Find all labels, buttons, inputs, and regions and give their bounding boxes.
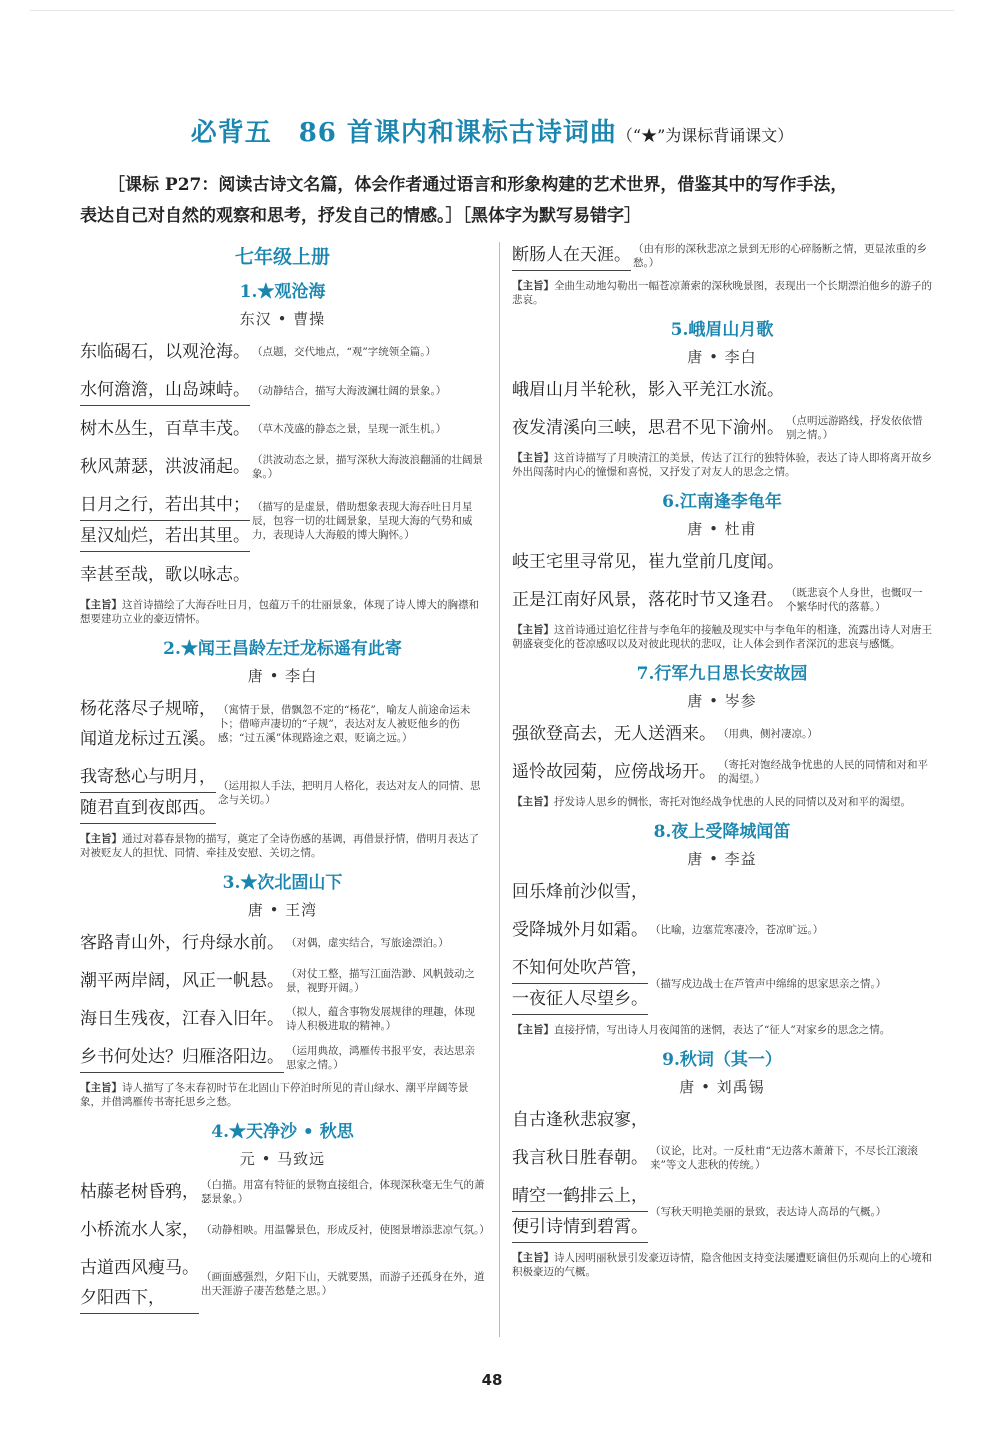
annotation: （由有形的深秋悲凉之景到无形的心碎肠断之情，更显浓重的乡愁。）: [633, 242, 927, 269]
poem-2: [80, 634, 485, 860]
annotation: （对偶，虚实结合，写旅途漂泊。）: [286, 937, 449, 949]
theme-text: 全曲生动地勾勒出一幅苍凉萧索的深秋晚景图，表现出一个长期漂泊他乡的游子的悲哀。: [512, 280, 932, 306]
poem-8: [512, 817, 932, 1037]
annotation: （洪波动态之景，描写深秋大海波浪翻涌的壮阔景象。）: [252, 454, 483, 480]
verse-row: [512, 719, 932, 749]
theme-label: 【主旨】: [512, 624, 554, 636]
poem-4-continued: [512, 240, 932, 307]
verse-row: [80, 490, 485, 552]
theme-text: 直接抒情，写出诗人月夜闻笛的迷惘，表达了“征人”对家乡的思念之情。: [554, 1024, 891, 1036]
theme-text: 诗人因明丽秋景引发豪迈诗情，隐含他因支持变法屡遭贬谪但仍乐观向上的心境和积极豪迈的气概。: [512, 1252, 932, 1278]
poem-1: [80, 277, 485, 626]
poem-9: [512, 1045, 932, 1279]
poem-theme: [512, 1023, 932, 1037]
poem-author: 唐 • 岑参: [687, 692, 757, 710]
annotation: （描写戍边战士在芦管声中绵绵的思家思亲之情。）: [650, 978, 887, 990]
verse-row: [80, 1177, 485, 1207]
page-title-note: （“★”为课标背诵课文）: [616, 126, 794, 145]
theme-label: 【主旨】: [80, 1082, 122, 1094]
annotation: （描写的是虚景，借助想象表现大海吞吐日月星辰，包容一切的壮阔景象，呈现大海的气势和威力，表现诗人大海般的博大胸怀。）: [252, 501, 473, 541]
right-column: [512, 236, 932, 1287]
verse-row: [80, 762, 485, 824]
annotation: （动静结合，描写大海波澜壮阔的景象。）: [252, 384, 447, 397]
grade-heading: 七年级上册: [234, 246, 330, 268]
verse-line: 随君直到夜郎西。: [80, 793, 216, 824]
poem-author: 唐 • 王湾: [247, 901, 318, 919]
theme-label: 【主旨】: [80, 833, 122, 845]
poem-title: 1.★观沧海: [239, 282, 326, 302]
intro: [80, 170, 940, 232]
verse-line: 强欲登高去，无人送酒来。: [512, 724, 716, 744]
verse-line: 闻道龙标过五溪。: [80, 729, 216, 749]
verse-row: [512, 757, 932, 787]
verse-line: 树木丛生，百草丰茂。: [80, 419, 250, 439]
verse-line: 幸甚至哉，歌以咏志。: [80, 565, 250, 585]
verse-line: 我言秋日胜春朝。: [512, 1148, 648, 1168]
poem-title: 5.峨眉山月歌: [670, 320, 774, 340]
verse-line: 正是江南好风景，落花时节又逢君。: [512, 590, 784, 610]
verse-line: 日月之行，若出其中；: [80, 490, 250, 521]
poem-title: 9.秋词（其一）: [662, 1050, 782, 1070]
poem-title: 2.★闻王昌龄左迁龙标遥有此寄: [163, 639, 402, 659]
verse-line: 古道西风瘦马。: [80, 1258, 199, 1278]
poem-title: 6.江南逢李龟年: [662, 492, 782, 512]
page-title-text: 必背五 86 首课内和课标古诗词曲: [190, 118, 617, 148]
annotation: （拟人，蕴含事物发展规律的理趣，体现诗人积极进取的精神。）: [286, 1006, 475, 1032]
verse-line: 峨眉山月半轮秋，影入平羌江水流。: [512, 380, 784, 400]
verse-row: [512, 1181, 932, 1243]
annotation: （白描。用富有特征的景物直接组合，体现深秋毫无生气的萧瑟景象。）: [201, 1179, 485, 1205]
poem-author: 东汉 • 曹操: [239, 310, 326, 328]
annotation: （画面感强烈，夕阳下山，天就要黑，而游子还孤身在外，道出天涯游子凄苦愁楚之思。）: [201, 1270, 485, 1297]
poem-title: 8.夜上受降城闻笛: [653, 822, 791, 842]
verse-row: [512, 240, 932, 271]
theme-label: 【主旨】: [80, 599, 122, 611]
verse-line: 回乐烽前沙似雪，: [512, 882, 648, 902]
theme-label: 【主旨】: [512, 1252, 554, 1264]
poem-6: [512, 487, 932, 651]
poem-theme: [512, 795, 932, 809]
theme-label: 【主旨】: [512, 280, 554, 292]
poem-theme: [512, 1251, 932, 1279]
annotation: （议论，比对。一反杜甫“无边落木萧萧下，不尽长江滚滚来”等文人悲秋的传统。）: [650, 1145, 918, 1171]
poem-title: 4.★天净沙 • 秋思: [211, 1122, 354, 1142]
verse-row: [80, 1215, 490, 1245]
theme-text: 这首诗通过追忆往昔与李龟年的接触及现实中与李龟年的相逢，流露出诗人对唐王朝盛衰变化的苍凉感叹以及对彼此现状的悲叹，让人体会到作者深沉的悲哀与感慨。: [512, 624, 932, 650]
poem-theme: [80, 1081, 485, 1109]
annotation: （既悲哀个人身世，也慨叹一个繁华时代的落幕。）: [786, 587, 923, 613]
poem-theme: [512, 279, 932, 307]
poem-title: 3.★次北固山下: [222, 873, 343, 893]
verse-row: [512, 585, 932, 615]
theme-label: 【主旨】: [512, 452, 554, 464]
verse-line: 潮平两岸阔，风正一帆悬。: [80, 971, 284, 991]
theme-text: 通过对暮春景物的描写，奠定了全诗伤感的基调，再借景抒情，借明月表达了对被贬友人的担忧、同情、牵挂及安慰、关切之情。: [80, 833, 479, 859]
verse-row: [512, 1105, 932, 1135]
annotation: （动静相映。用温馨景色，形成反衬，使图景增添悲凉气氛。）: [201, 1224, 490, 1236]
verse-line: 自古逢秋悲寂寥，: [512, 1110, 648, 1130]
verse-row: [80, 452, 485, 482]
annotation: （草木茂盛的静态之景，呈现一派生机。）: [252, 423, 447, 435]
verse-line: 客路青山外，行舟绿水前。: [80, 933, 284, 953]
verse-row: [80, 337, 485, 367]
verse-row: [512, 953, 932, 1015]
poem-author: 唐 • 杜甫: [687, 520, 757, 538]
page-number: 48: [481, 1371, 503, 1389]
intro-line-2: 表达自己对自然的观察和思考，抒发自己的情感。］［黑体字为默写易错字］: [80, 206, 641, 226]
verse-row: [80, 375, 485, 406]
verse-row: [80, 1042, 485, 1073]
verse-row: [80, 1253, 485, 1314]
theme-text: 这首诗描写了月映清江的美景，传达了江行的独特体验，表达了诗人即将离开故乡外出闯荡时内心的憧憬和喜悦，又抒发了对友人的思念之情。: [512, 452, 932, 478]
verse-row: [512, 915, 932, 945]
verse-row: [80, 414, 485, 444]
column-divider: [499, 242, 500, 1337]
annotation: （寓情于景，借飘忽不定的“杨花”，喻友人前途命运未卜；借啼声凄切的“子规”，表达对友人被贬他乡的伤感；“过五溪”体现路途之艰，贬谪之远。）: [218, 704, 471, 744]
theme-text: 抒发诗人思乡的惆怅，寄托对饱经战争忧患的人民的同情以及对和平的渴望。: [554, 796, 911, 808]
poem-author: 唐 • 李益: [687, 850, 757, 868]
verse-row: [512, 375, 932, 405]
theme-label: 【主旨】: [512, 796, 554, 808]
verse-line: 遥怜故园菊，应傍战场开。: [512, 762, 716, 782]
verse-row: [512, 413, 932, 443]
verse-row: [80, 694, 485, 754]
intro-line-1: ［课标 P27：阅读古诗文名篇，体会作者通过语言和形象构建的艺术世界，借鉴其中的写作手法，: [108, 175, 848, 195]
theme-text: 诗人描写了冬末春初时节在北固山下停泊时所见的青山绿水、潮平岸阔等景象，并借鸿雁传书寄托思乡之愁。: [80, 1082, 469, 1108]
verse-row: [80, 560, 485, 590]
verse-row: [80, 928, 485, 958]
verse-row: [80, 1004, 485, 1034]
verse-line: 乡书何处达？归雁洛阳边。: [80, 1042, 284, 1073]
poem-author: 元 • 马致远: [239, 1150, 326, 1168]
annotation: （寄托对饱经战争忧患的人民的同情和对和平的渴望。）: [718, 759, 928, 785]
verse-line: 我寄愁心与明月，: [80, 762, 216, 793]
verse-line: 一夜征人尽望乡。: [512, 984, 648, 1015]
poem-author: 唐 • 李白: [247, 667, 318, 685]
poem-title: 7.行军九日思长安故园: [636, 664, 808, 684]
poem-author: 唐 • 李白: [687, 348, 757, 366]
annotation: （比喻，边塞荒寒凄冷，苍凉旷远。）: [650, 924, 824, 936]
annotation: （点题，交代地点，“观”字统领全篇。）: [252, 346, 436, 358]
annotation: （用典，侧衬凄凉。）: [718, 728, 818, 740]
verse-row: [512, 547, 932, 577]
poem-7: [512, 659, 932, 809]
annotation: （运用典故，鸿雁传书报平安，表达思亲思家之情。）: [286, 1044, 475, 1071]
poem-4: [80, 1117, 490, 1314]
verse-line: 不知何处吹芦管，: [512, 953, 648, 984]
verse-line: 水何澹澹，山岛竦峙。: [80, 375, 250, 406]
theme-label: 【主旨】: [512, 1024, 554, 1036]
verse-line: 秋风萧瑟，洪波涌起。: [80, 457, 250, 477]
verse-line: 便引诗情到碧霄。: [512, 1212, 648, 1243]
verse-row: [512, 877, 932, 907]
annotation: （写秋天明艳美丽的景致，表达诗人高昂的气概。）: [650, 1206, 887, 1218]
verse-line: 海日生残夜，江春入旧年。: [80, 1009, 284, 1029]
verse-line: 断肠人在天涯。: [512, 240, 631, 271]
verse-line: 小桥流水人家，: [80, 1220, 199, 1240]
left-column: [80, 236, 490, 1322]
annotation: （点明远游路线，抒发依依惜别之情。）: [786, 415, 923, 441]
verse-line: 东临碣石，以观沧海。: [80, 342, 250, 362]
poem-author: 唐 • 刘禹锡: [679, 1078, 765, 1096]
theme-text: 这首诗描绘了大海吞吐日月，包蕴万千的壮丽景象，体现了诗人博大的胸襟和想要建功立业的豪迈情怀。: [80, 599, 479, 625]
poem-5: [512, 315, 932, 479]
annotation: （运用拟人手法，把明月人格化，表达对友人的同情、思念与关切。）: [218, 780, 481, 806]
verse-line: 岐王宅里寻常见，崔九堂前几度闻。: [512, 552, 784, 572]
verse-line: 晴空一鹤排云上，: [512, 1181, 648, 1212]
verse-line: 夕阳西下，: [80, 1283, 199, 1314]
verse-line: 杨花落尽子规啼，: [80, 699, 216, 719]
verse-row: [80, 966, 485, 996]
poem-theme: [512, 623, 932, 651]
top-rule: [30, 10, 954, 11]
annotation: （对仗工整，描写江面浩渺、风帆鼓动之景，视野开阔。）: [286, 968, 475, 994]
page-title: [0, 112, 984, 149]
verse-line: 星汉灿烂，若出其里。: [80, 521, 250, 552]
poem-theme: [80, 598, 485, 626]
verse-line: 枯藤老树昏鸦，: [80, 1182, 199, 1202]
poem-theme: [80, 832, 485, 860]
verse-line: 受降城外月如霜。: [512, 920, 648, 940]
verse-line: 夜发清溪向三峡，思君不见下渝州。: [512, 418, 784, 438]
verse-row: [512, 1143, 932, 1173]
poem-3: [80, 868, 485, 1109]
poem-theme: [512, 451, 932, 479]
